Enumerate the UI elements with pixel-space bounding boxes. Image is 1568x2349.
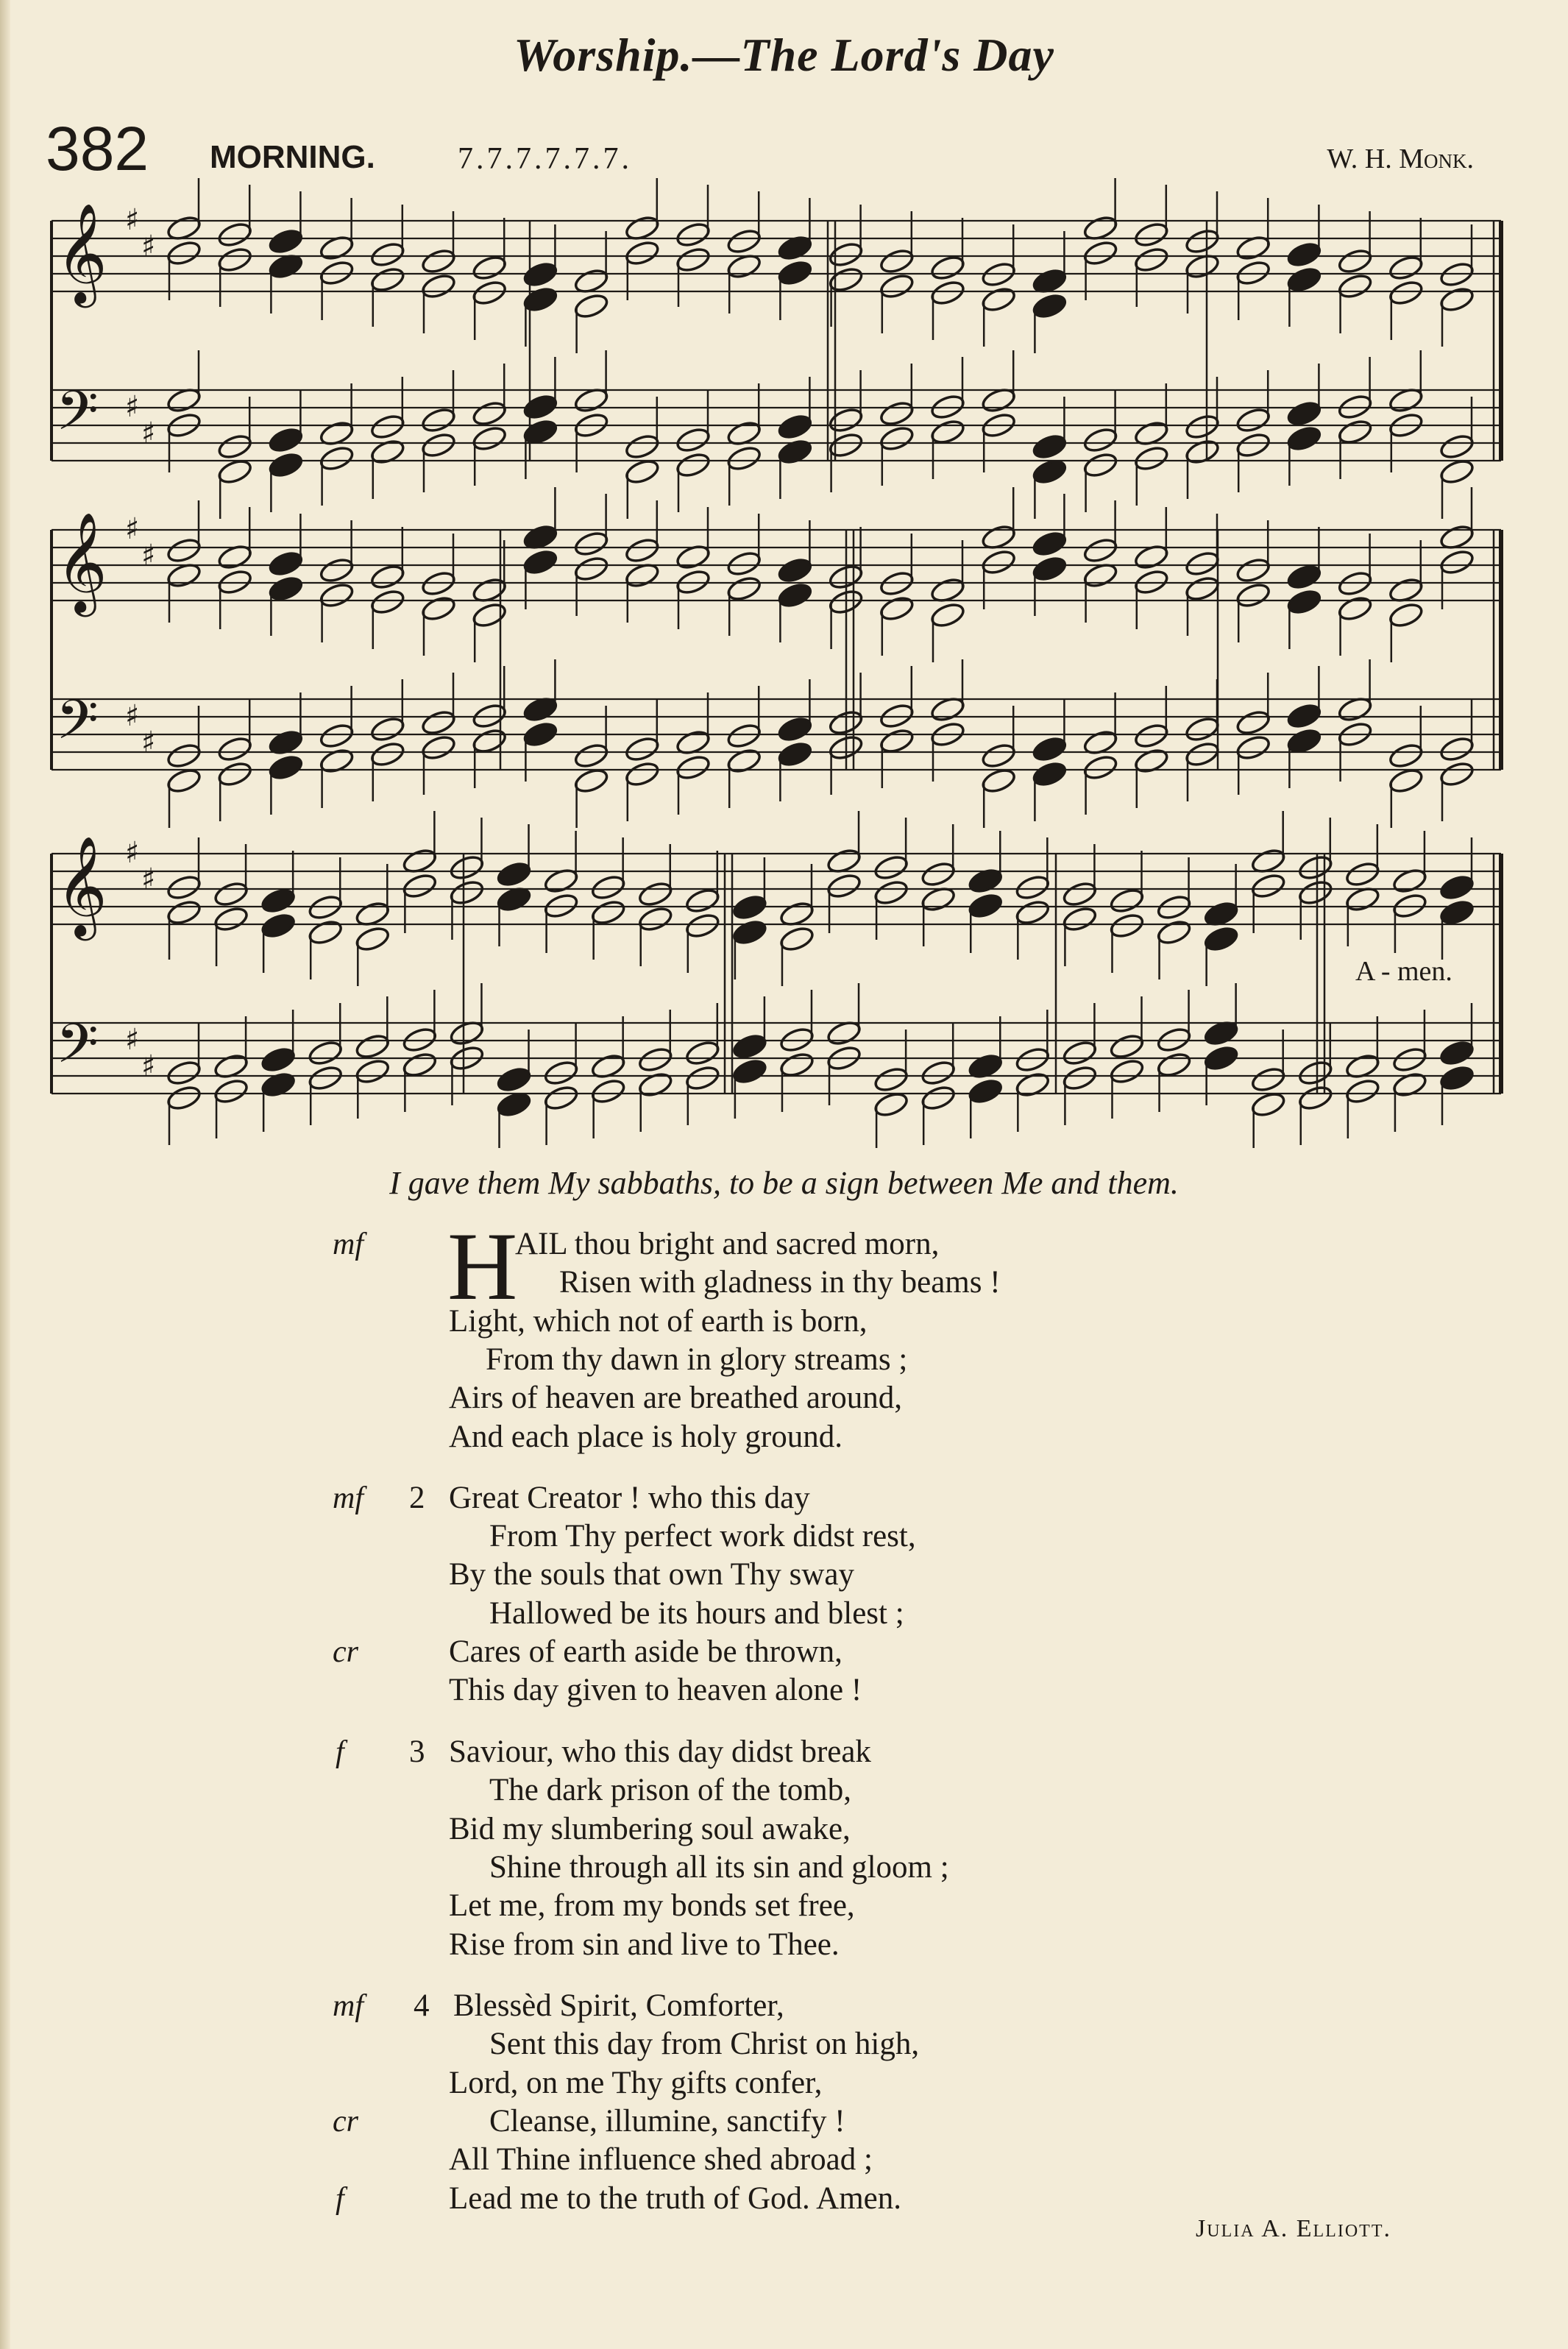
note-head xyxy=(1337,247,1374,276)
verse-line: Cleanse, illumine, sanctify ! xyxy=(489,2104,845,2139)
note-head xyxy=(1203,925,1240,954)
dynamic-mark: cr xyxy=(333,1635,358,1669)
note-head xyxy=(1109,1057,1146,1086)
note-head xyxy=(1032,458,1068,486)
note-head xyxy=(828,241,865,269)
note-head xyxy=(166,874,202,902)
note-head xyxy=(1184,715,1221,744)
note-head xyxy=(726,550,762,578)
note-head xyxy=(980,767,1017,796)
note-head xyxy=(777,556,814,585)
note-head xyxy=(522,393,559,422)
verse-line: Hallowed be its hours and blest ; xyxy=(489,1596,904,1631)
note-head xyxy=(319,722,355,751)
verse-number: 2 xyxy=(409,1481,425,1515)
note-head xyxy=(777,581,814,610)
note-head xyxy=(1032,433,1068,461)
sharp-sign: ♯ xyxy=(141,1049,156,1083)
note-head xyxy=(967,1077,1004,1106)
note-head xyxy=(1133,246,1170,274)
note-head xyxy=(268,754,305,782)
hymn-number: 382 xyxy=(46,114,149,183)
note-head xyxy=(543,1059,580,1088)
note-head xyxy=(920,1059,957,1088)
note-head xyxy=(1388,279,1425,308)
note-head xyxy=(307,1064,344,1093)
note-head xyxy=(1082,426,1119,455)
note-head xyxy=(873,1091,909,1119)
note-head xyxy=(354,1032,391,1061)
note-head xyxy=(449,879,486,907)
sharp-sign: ♯ xyxy=(141,862,156,896)
bass-clef: 𝄢 xyxy=(56,1012,99,1089)
note-head xyxy=(920,1084,957,1113)
note-head xyxy=(268,451,305,480)
note-head xyxy=(1286,425,1323,453)
note-head xyxy=(268,575,305,603)
note-head xyxy=(590,1077,627,1106)
note-head xyxy=(420,595,457,623)
note-head xyxy=(1438,548,1475,577)
note-head xyxy=(1297,854,1334,882)
note-head xyxy=(980,742,1017,770)
note-head xyxy=(1032,530,1068,559)
verse-number: 4 xyxy=(414,1988,430,2023)
note-head xyxy=(573,555,610,584)
note-head xyxy=(1062,905,1099,934)
note-head xyxy=(1388,742,1425,770)
note-head xyxy=(319,747,355,776)
note-head xyxy=(573,292,610,321)
note-head xyxy=(471,425,508,453)
note-head xyxy=(1184,413,1221,442)
note-head xyxy=(777,715,814,744)
note-head xyxy=(731,893,768,922)
note-head xyxy=(1062,1064,1099,1093)
note-head xyxy=(1082,536,1119,565)
note-head xyxy=(1286,727,1323,756)
note-head xyxy=(1133,722,1170,751)
note-head xyxy=(1082,451,1119,480)
note-head xyxy=(522,720,559,749)
music-score xyxy=(0,0,1568,1148)
note-head xyxy=(496,1066,533,1094)
verse-line: Saviour, who this day didst break xyxy=(449,1735,871,1769)
note-head xyxy=(929,601,966,630)
note-head xyxy=(731,918,768,947)
verse-line: And each place is holy ground. xyxy=(449,1420,842,1454)
note-head xyxy=(1156,1051,1193,1080)
note-head xyxy=(1133,747,1170,776)
note-head xyxy=(1062,1039,1099,1068)
note-head xyxy=(1438,1039,1475,1068)
verse-line: Cares of earth aside be thrown, xyxy=(449,1634,842,1669)
note-head xyxy=(268,227,305,256)
verse-line: The dark prison of the tomb, xyxy=(489,1773,852,1807)
sharp-sign: ♯ xyxy=(141,539,156,573)
verse-line: Let me, from my bonds set free, xyxy=(449,1888,855,1923)
note-head xyxy=(1337,595,1374,623)
sharp-sign: ♯ xyxy=(125,390,140,424)
note-head xyxy=(929,418,966,447)
note-head xyxy=(1014,1046,1051,1074)
note-head xyxy=(920,860,957,889)
note-head xyxy=(1286,588,1323,617)
note-head xyxy=(1286,266,1323,294)
note-head xyxy=(260,1046,297,1074)
note-head xyxy=(1250,1066,1287,1094)
note-head xyxy=(420,734,457,762)
dynamic-mark: cr xyxy=(333,2105,358,2139)
dynamic-mark: f xyxy=(336,2182,344,2216)
note-head xyxy=(213,905,249,934)
verse-line: Lord, on me Thy gifts confer, xyxy=(449,2066,823,2100)
sharp-sign: ♯ xyxy=(125,836,140,870)
verse-line: Risen with gladness in thy beams ! xyxy=(559,1265,1001,1300)
note-head xyxy=(1109,1032,1146,1061)
note-head xyxy=(522,261,559,289)
note-head xyxy=(1235,406,1271,435)
note-head xyxy=(726,722,762,751)
note-head xyxy=(1082,754,1119,782)
note-head xyxy=(1109,887,1146,915)
note-head xyxy=(401,872,438,901)
note-head xyxy=(420,431,457,460)
verse-line: Lead me to the truth of God. Amen. xyxy=(449,2181,901,2216)
note-head xyxy=(675,754,712,782)
note-head xyxy=(1184,438,1221,467)
note-head xyxy=(675,451,712,480)
drop-cap: H xyxy=(447,1212,518,1320)
verse-line: From thy dawn in glory streams ; xyxy=(486,1342,908,1377)
author: Julia A. Elliott. xyxy=(1196,2215,1391,2242)
verse-line: Airs of heaven are breathed around, xyxy=(449,1381,903,1415)
note-head xyxy=(1156,918,1193,947)
note-head xyxy=(522,286,559,314)
sharp-sign: ♯ xyxy=(125,512,140,546)
note-head xyxy=(216,433,253,461)
verse-line: By the souls that own Thy sway xyxy=(449,1557,855,1592)
note-head xyxy=(216,735,253,764)
sharp-sign: ♯ xyxy=(125,699,140,733)
treble-clef: 𝄞 xyxy=(56,511,107,612)
note-head xyxy=(637,1071,674,1099)
verse-line: Blessèd Spirit, Comforter, xyxy=(453,1988,784,2023)
note-head xyxy=(1250,1091,1287,1119)
note-head xyxy=(1388,767,1425,796)
note-head xyxy=(675,426,712,455)
note-head xyxy=(369,740,406,769)
epigraph: I gave them My sabbaths, to be a sign between Me and them. xyxy=(389,1165,1179,1201)
verse-line: Sent this day from Christ on high, xyxy=(489,2027,920,2061)
verse-number: 3 xyxy=(409,1735,425,1769)
tune-name: MORNING. xyxy=(210,139,375,175)
note-head xyxy=(1344,1077,1381,1106)
note-head xyxy=(828,266,865,294)
verse-line: Bid my slumbering soul awake, xyxy=(449,1812,851,1846)
note-head xyxy=(879,247,915,276)
note-head xyxy=(1438,874,1475,902)
treble-clef: 𝄞 xyxy=(56,202,107,303)
note-head xyxy=(624,458,661,486)
note-head xyxy=(268,550,305,578)
note-head xyxy=(873,1066,909,1094)
note-head xyxy=(1184,740,1221,769)
note-head xyxy=(828,406,865,435)
note-head xyxy=(1235,581,1271,610)
note-head xyxy=(873,854,909,882)
note-head xyxy=(879,425,915,453)
note-head xyxy=(980,548,1017,577)
note-head xyxy=(471,727,508,756)
note-head xyxy=(1014,1071,1051,1099)
note-head xyxy=(1235,431,1271,460)
note-head xyxy=(624,239,661,268)
note-head xyxy=(980,286,1017,314)
note-head xyxy=(496,860,533,889)
note-head xyxy=(1203,1044,1240,1073)
note-head xyxy=(1032,555,1068,584)
note-head xyxy=(1062,880,1099,909)
note-head xyxy=(1082,239,1119,268)
note-head xyxy=(260,887,297,915)
note-head xyxy=(967,892,1004,921)
note-head xyxy=(675,221,712,249)
note-head xyxy=(1391,1046,1428,1074)
note-head xyxy=(260,912,297,940)
note-head xyxy=(684,1064,721,1093)
note-head xyxy=(1032,760,1068,789)
note-head xyxy=(731,1057,768,1086)
note-head xyxy=(401,1051,438,1080)
note-head xyxy=(1438,458,1475,486)
note-head xyxy=(726,227,762,256)
dynamic-mark: mf xyxy=(333,1989,363,2023)
note-head xyxy=(1344,860,1381,889)
note-head xyxy=(1297,1059,1334,1088)
note-head xyxy=(637,1046,674,1074)
note-head xyxy=(471,254,508,283)
note-head xyxy=(778,925,815,954)
verse-line: All Thine influence shed abroad ; xyxy=(449,2142,873,2177)
verse-line: Rise from sin and live to Thee. xyxy=(449,1927,840,1962)
note-head xyxy=(1235,556,1271,585)
note-head xyxy=(1032,292,1068,321)
note-head xyxy=(1438,433,1475,461)
note-head xyxy=(260,1071,297,1099)
note-head xyxy=(731,1032,768,1061)
note-head xyxy=(449,854,486,882)
note-head xyxy=(213,880,249,909)
note-head xyxy=(369,241,406,269)
note-head xyxy=(1297,1084,1334,1113)
note-head xyxy=(319,581,355,610)
note-head xyxy=(1438,1064,1475,1093)
note-head xyxy=(573,742,610,770)
note-head xyxy=(778,1051,815,1080)
note-head xyxy=(777,413,814,442)
bass-clef: 𝄢 xyxy=(56,688,99,765)
note-head xyxy=(1286,563,1323,592)
note-head xyxy=(726,575,762,603)
note-head xyxy=(590,899,627,927)
note-head xyxy=(1014,899,1051,927)
dynamic-mark: mf xyxy=(333,1227,363,1261)
note-head xyxy=(1250,872,1287,901)
note-head xyxy=(166,1084,202,1113)
note-head xyxy=(307,1039,344,1068)
sharp-sign: ♯ xyxy=(141,230,156,263)
note-head xyxy=(420,709,457,737)
note-head xyxy=(166,536,202,565)
note-head xyxy=(1014,874,1051,902)
verse-line: From Thy perfect work didst rest, xyxy=(489,1519,916,1553)
note-head xyxy=(369,266,406,294)
note-head xyxy=(268,426,305,455)
note-head xyxy=(471,400,508,428)
note-head xyxy=(1286,702,1323,731)
note-head xyxy=(726,747,762,776)
note-head xyxy=(369,413,406,442)
dynamic-mark: f xyxy=(336,1735,344,1769)
note-head xyxy=(1184,575,1221,603)
note-head xyxy=(216,246,253,274)
note-head xyxy=(1438,286,1475,314)
note-head xyxy=(1297,879,1334,907)
bass-clef: 𝄢 xyxy=(56,379,99,456)
note-head xyxy=(684,887,721,915)
note-head xyxy=(879,727,915,756)
note-head xyxy=(1337,272,1374,301)
note-head xyxy=(319,444,355,473)
note-head xyxy=(684,1039,721,1068)
note-head xyxy=(573,530,610,559)
meter: 7.7.7.7.7.7. xyxy=(458,142,632,176)
note-head xyxy=(354,1057,391,1086)
note-head xyxy=(590,874,627,902)
note-head xyxy=(496,1091,533,1119)
note-head xyxy=(873,879,909,907)
note-head xyxy=(637,905,674,934)
note-head xyxy=(573,767,610,796)
note-head xyxy=(522,418,559,447)
note-head xyxy=(166,767,202,796)
treble-clef: 𝄞 xyxy=(56,835,107,936)
note-head xyxy=(213,1077,249,1106)
sharp-sign: ♯ xyxy=(125,1023,140,1057)
sharp-sign: ♯ xyxy=(125,203,140,237)
note-head xyxy=(1032,735,1068,764)
note-head xyxy=(624,760,661,789)
note-head xyxy=(1235,734,1271,762)
note-head xyxy=(319,556,355,585)
verse-line: Great Creator ! who this day xyxy=(449,1481,810,1515)
note-head xyxy=(1235,709,1271,737)
note-head xyxy=(879,400,915,428)
note-head xyxy=(1388,601,1425,630)
note-head xyxy=(1286,400,1323,428)
note-head xyxy=(471,601,508,630)
note-head xyxy=(879,272,915,301)
verse-line: AIL thou bright and sacred morn, xyxy=(515,1227,940,1261)
amen-label: A - men. xyxy=(1355,956,1452,987)
note-head xyxy=(1286,241,1323,269)
note-head xyxy=(166,1059,202,1088)
note-head xyxy=(354,925,391,954)
sharp-sign: ♯ xyxy=(141,726,156,759)
note-head xyxy=(777,259,814,288)
note-head xyxy=(1133,221,1170,249)
note-head xyxy=(828,431,865,460)
note-head xyxy=(684,912,721,940)
note-head xyxy=(726,444,762,473)
running-head: Worship.—The Lord's Day xyxy=(514,29,1054,81)
note-head xyxy=(420,272,457,301)
note-head xyxy=(420,406,457,435)
note-head xyxy=(369,715,406,744)
verse-line: This day given to heaven alone ! xyxy=(449,1673,862,1707)
note-head xyxy=(1388,254,1425,283)
note-head xyxy=(543,1084,580,1113)
note-head xyxy=(216,458,253,486)
note-head xyxy=(624,536,661,565)
note-head xyxy=(1184,550,1221,578)
note-head xyxy=(637,880,674,909)
note-head xyxy=(1391,1071,1428,1099)
note-head xyxy=(777,740,814,769)
note-head xyxy=(1438,899,1475,927)
note-head xyxy=(777,438,814,467)
composer: W. H. Monk. xyxy=(1327,144,1474,174)
note-head xyxy=(369,563,406,592)
sharp-sign: ♯ xyxy=(141,417,156,450)
note-head xyxy=(216,221,253,249)
note-head xyxy=(826,872,862,901)
note-head xyxy=(522,548,559,577)
note-head xyxy=(929,254,966,283)
note-head xyxy=(166,899,202,927)
note-head xyxy=(166,239,202,268)
note-head xyxy=(420,247,457,276)
note-head xyxy=(624,735,661,764)
note-head xyxy=(1133,444,1170,473)
note-head xyxy=(624,433,661,461)
note-head xyxy=(929,279,966,308)
note-head xyxy=(1337,418,1374,447)
dynamic-mark: mf xyxy=(333,1481,363,1515)
verse-line: Light, which not of earth is born, xyxy=(449,1304,868,1339)
note-head xyxy=(216,760,253,789)
note-head xyxy=(1109,912,1146,940)
note-head xyxy=(369,438,406,467)
note-head xyxy=(166,742,202,770)
note-head xyxy=(675,246,712,274)
note-head xyxy=(879,595,915,623)
note-head xyxy=(307,918,344,947)
note-head xyxy=(1438,760,1475,789)
note-head xyxy=(369,588,406,617)
verse-line: Shine through all its sin and gloom ; xyxy=(489,1850,949,1885)
note-head xyxy=(471,279,508,308)
note-head xyxy=(1184,227,1221,256)
note-head xyxy=(1438,735,1475,764)
